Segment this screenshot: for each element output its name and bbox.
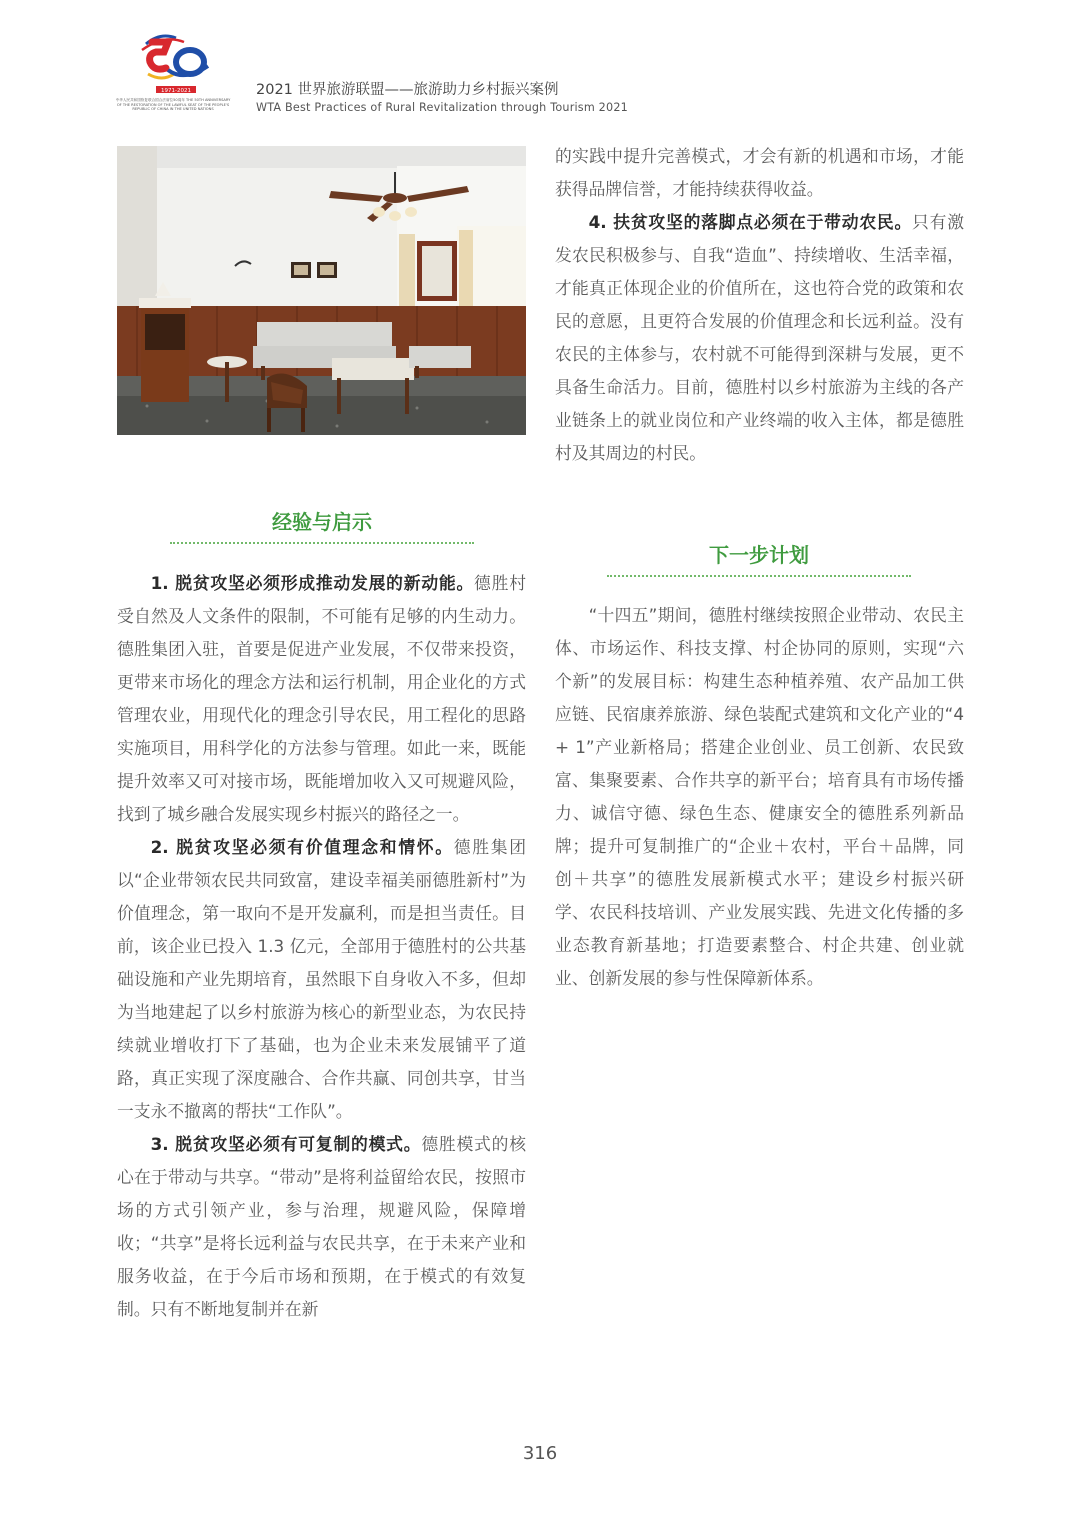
left-column-text [117,567,526,1326]
paragraph-4-body: 只有激发农民积极参与、自我“造血”、持续增收、生活幸福，才能真正体现企业的价值所在，这也符合党的政策和农民的意愿，且更符合发展的价值理念和长远利益。没有农民的主体参与，农村就不可能得到深耕与发展，更不具备生命活力。目前，德胜村以乡村旅游为主线的各产业链条上的就业岗位和产业终端的收入主体，都是德胜村及其周边的村民。 [555,212,964,463]
paragraph-3-lead: 3. 脱贫攻坚必须有可复制的模式。 [150,1134,422,1154]
living-room-photo [117,146,526,435]
paragraph-1-body: 德胜村受自然及人文条件的限制，不可能有足够的内生动力。德胜集团入驻，首要是促进产业发展，不仅带来投资，更带来市场化的理念方法和运行机制，用企业化的方式管理农业，用现代化的理念引导农民，用工程化的思路实施项目，用科学化的方法参与管理。如此一来，既能提升效率又可对接市场，既能增加收入又可规避风险，找到了城乡融合发展实现乡村振兴的路径之一。 [117,573,526,824]
paragraph-2-body: 德胜集团以“企业带领农民共同致富，建设幸福美丽德胜新村”为价值理念，第一取向不是开发赢利，而是担当责任。目前，该企业已投入 1.3 亿元，全部用于德胜村的公共基础设施和产业先期培育，虽然眼下自身收入不多，但却为当地建起了以乡村旅游为核心的新型业态，为农民持续就业增收打下了基础，也为企业未来发展铺平了道路，真正实现了深度融合、合作共赢、同创共享，甘当一支永不撤离的帮扶“工作队”。 [117,837,526,1121]
paragraph-3 [117,1128,526,1326]
paragraph-1-lead: 1. 脱贫攻坚必须形成推动发展的新动能。 [150,573,475,593]
right-column-text [555,140,964,470]
heading-divider [170,542,474,544]
header-subtitle: WTA Best Practices of Rural Revitalization through Tourism 2021 [256,101,628,114]
heading-divider [607,575,911,577]
section-heading-experience: 经验与启示 [272,510,372,534]
paragraph-1 [117,567,526,831]
paragraph-2-lead: 2. 脱贫攻坚必须有价值理念和情怀。 [150,837,454,857]
logo-caption: 中华人民共和国恢复联合国合法席位50周年 THE 50TH ANNIVERSARY OF THE RESTORATION OF THE LAWFUL SEAT OF THE PEOPLE'S REPUBLIC OF CHINA IN THE UNITED NATIONS [115,98,231,112]
header-title: 2021 世界旅游联盟——旅游助力乡村振兴案例 [256,82,559,98]
paragraph-2 [117,831,526,1128]
paragraph-3-body: 德胜模式的核心在于带动与共享。“带动”是将利益留给农民，按照市场的方式引领产业，参与治理，规避风险，保障增收；“共享”是将长远利益与农民共享，在于未来产业和服务收益，在于今后市场和预期，在于模式的有效复制。只有不断地复制并在新 [117,1134,526,1319]
paragraph-3-continued: 的实践中提升完善模式，才会有新的机遇和市场，才能获得品牌信誉，才能持续获得收益。 [555,146,964,199]
logo-years: 1971-2021 [161,87,191,94]
paragraph-plan: “十四五”期间，德胜村继续按照企业带动、农民主体、市场运作、科技支撑、村企协同的原则，实现“六个新”的发展目标：构建生态种植养殖、农产品加工供应链、民宿康养旅游、绿色装配式建筑和文化产业的“4 + 1”产业新格局；搭建企业创业、员工创新、农民致富、集聚要素、合作共享的新平台；培育具有市场传播力、诚信守德、绿色生态、健康安全的德胜系列新品牌；提升可复制推广的“企业＋农村，平台＋品牌，同创＋共享”的德胜发展新模式水平；建设乡村振兴研学、农民科技培训、产业发展实践、先进文化传播的多业态教育新基地；打造要素整合、村企共建、创业就业、创新发展的参与性保障新体系。 [555,605,964,988]
page-header [112,30,712,120]
paragraph-4 [555,206,964,470]
next-plan-text [555,599,964,995]
section-heading-next-plan: 下一步计划 [709,543,809,567]
paragraph-4-lead: 4. 扶贫攻坚的落脚点必须在于带动农民。 [588,212,913,232]
page-number: 316 [522,1443,558,1464]
